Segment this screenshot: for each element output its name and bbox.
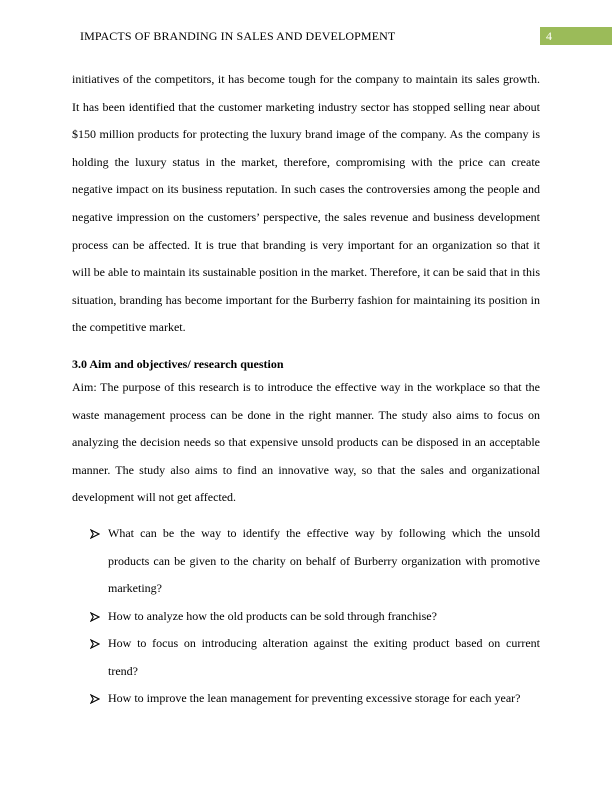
arrow-bullet-icon [90,603,102,631]
running-header-title: IMPACTS OF BRANDING IN SALES AND DEVELOPMENT [80,29,396,43]
list-item [72,520,540,603]
arrow-bullet-icon [90,630,102,658]
page-number-badge [540,27,612,45]
aim-paragraph: Aim: The purpose of this research is to introduce the effective way in the workplace so that the waste management process can be done in the right manner. The study also aims to focus on analyzing the decision needs so that expensive unsold products can be disposed in an acceptable manner. The study also aims to find an innovative way, so that the sales and organizational development will not get affected. [72,379,540,505]
list-item [72,685,540,713]
arrow-bullet-icon [90,520,102,548]
question-text: What can be the way to identify the effective way by following which the unsold products can be given to the charity on behalf of Burberry organization with promotive marketing? [108,525,540,596]
document-body [72,66,540,713]
question-text: How to focus on introducing alteration against the exiting product based on current trend? [108,636,540,678]
body-paragraph: initiatives of the competitors, it has become tough for the company to maintain its sales growth. It has been identified that the customer marketing industry sector has stopped selling near about $150 million products for protecting the luxury brand image of the company. As the company is holding the luxury status in the market, therefore, compromising with the price can create negative impact on its business reputation. In such cases the controversies among the people and negative impression on the customers’ perspective, the sales revenue and business development process can be affected. It is true that branding is very important for an organization so that it will be able to maintain its sustainable position in the market. Therefore, it can be said that in this situation, branding has become important for the Burberry fashion for maintaining its position in the competitive market. [72,72,540,335]
question-text: How to improve the lean management for preventing excessive storage for each year? [108,691,521,706]
arrow-bullet-icon [90,685,102,713]
page-number: 4 [546,29,552,43]
research-questions-list [72,520,540,713]
list-item [72,603,540,631]
section-heading: 3.0 Aim and objectives/ research question [72,356,284,371]
question-text: How to analyze how the old products can be sold through franchise? [108,608,437,623]
list-item [72,630,540,685]
